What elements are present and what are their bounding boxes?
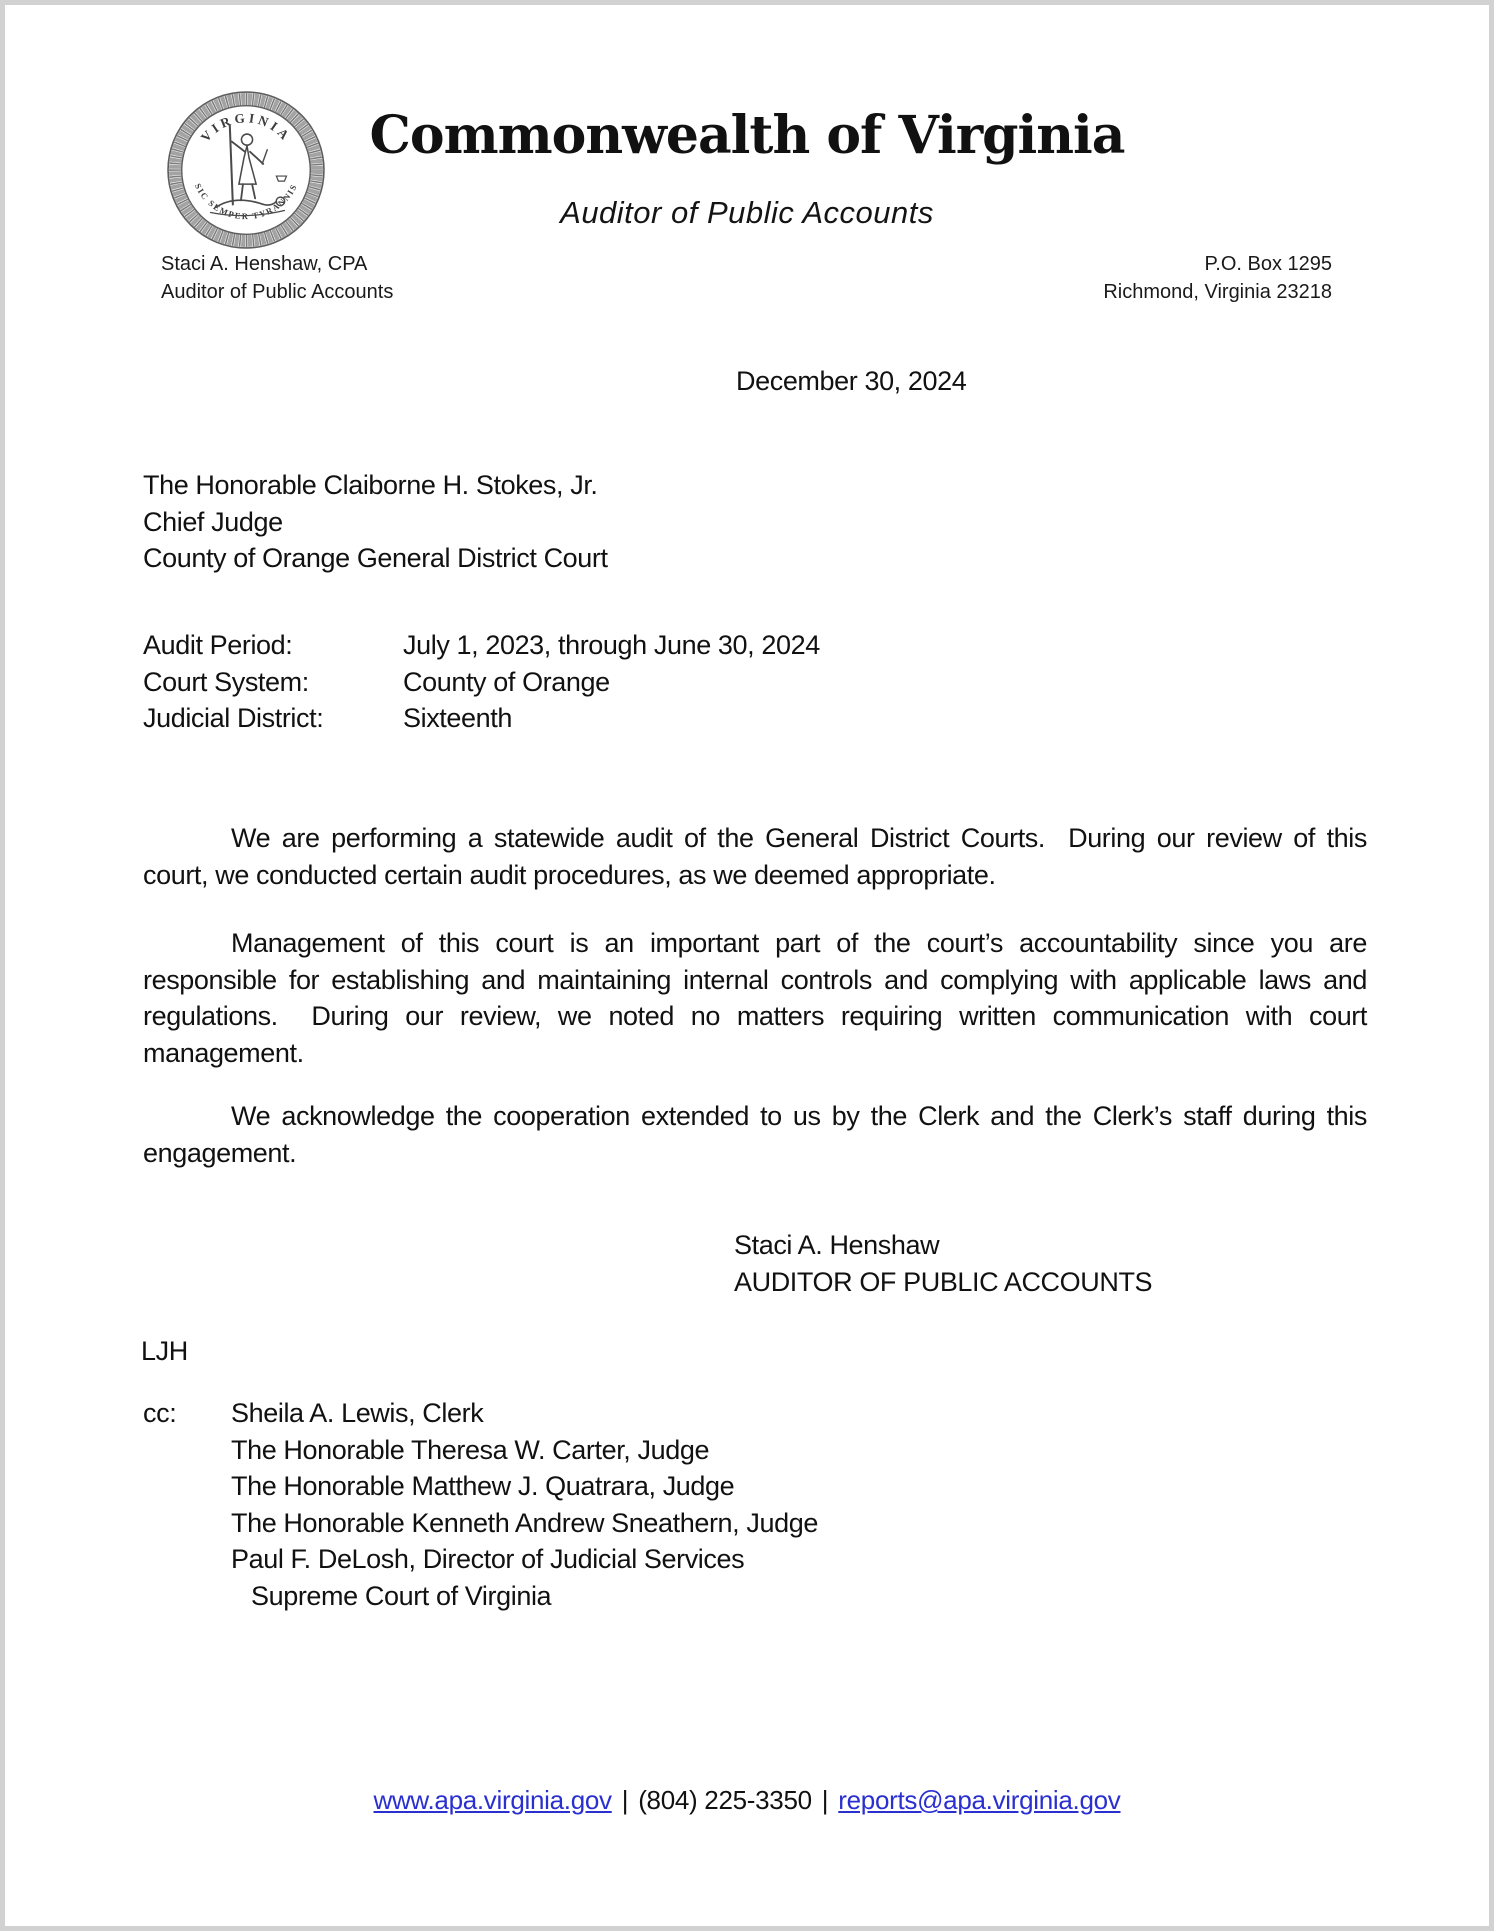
court-system-value: County of Orange — [403, 666, 610, 697]
letter-date: December 30, 2024 — [736, 366, 967, 396]
audit-period-value: July 1, 2023, through June 30, 2024 — [403, 630, 820, 660]
paragraph-audit-scope: We are performing a statewide audit of the General District Courts. During our review of this court, we conducted certain audit procedures, as we deemed appropriate. — [143, 823, 1375, 890]
cc-row — [143, 1395, 818, 1432]
cc-row — [143, 1541, 818, 1578]
official-title: Auditor of Public Accounts — [161, 281, 394, 303]
cc-name-4: The Honorable Kenneth Andrew Sneathern, Judge — [231, 1507, 818, 1538]
seal-top-text: VIRGINIA — [197, 110, 295, 145]
audit-info-block — [143, 627, 820, 737]
recipient-name: The Honorable Claiborne H. Stokes, Jr. — [143, 470, 598, 500]
footer-separator: | — [621, 1785, 629, 1815]
cc-name-3: The Honorable Matthew J. Quatrara, Judge — [231, 1471, 735, 1501]
address-line2: Richmond, Virginia 23218 — [1103, 281, 1332, 303]
judicial-district-label: Judicial District: — [143, 703, 324, 733]
email-link[interactable]: reports@apa.virginia.gov — [838, 1785, 1121, 1815]
signature-block — [734, 1227, 1152, 1300]
seal-bottom-text: SIC SEMPER TYRANNIS — [192, 181, 300, 222]
cc-sub-organization: Supreme Court of Virginia — [251, 1580, 552, 1611]
cc-row — [143, 1468, 818, 1505]
cc-row — [143, 1505, 818, 1542]
audit-period-label: Audit Period: — [143, 630, 293, 660]
page-title: Commonwealth of Virginia — [369, 105, 1125, 166]
address-block — [1103, 250, 1332, 306]
court-system-row — [143, 664, 820, 701]
judicial-district-value: Sixteenth — [403, 703, 512, 733]
recipient-block — [143, 467, 608, 577]
cc-name-1: Sheila A. Lewis, Clerk — [231, 1398, 484, 1428]
official-block — [161, 250, 393, 306]
official-name: Staci A. Henshaw, CPA — [161, 253, 368, 275]
cc-row — [143, 1432, 818, 1469]
paragraph-acknowledgement: We acknowledge the cooperation extended to us by the Clerk and the Clerk’s staff during this engagement. — [143, 1101, 1375, 1168]
preparer-initials: LJH — [141, 1336, 188, 1366]
page-subtitle: Auditor of Public Accounts — [560, 195, 934, 230]
judicial-district-row — [143, 700, 820, 737]
court-system-label: Court System: — [143, 666, 309, 697]
cc-block — [143, 1395, 818, 1614]
cc-name-5: Paul F. DeLosh, Director of Judicial Services — [231, 1544, 745, 1574]
cc-name-2: The Honorable Theresa W. Carter, Judge — [231, 1434, 710, 1465]
website-link[interactable]: www.apa.virginia.gov — [373, 1785, 612, 1815]
recipient-court: County of Orange General District Court — [143, 543, 608, 573]
audit-period-row — [143, 627, 820, 664]
signature-name: Staci A. Henshaw — [734, 1230, 940, 1260]
paragraph-management: Management of this court is an important part of the court’s accountability since you are responsible for establishing and maintaining internal controls and complying with applicable laws and regulations. During our review, we noted no matters requiring written communication with court management. — [143, 928, 1375, 1068]
footer-contact-bar — [5, 1785, 1489, 1816]
signature-title: AUDITOR OF PUBLIC ACCOUNTS — [734, 1266, 1153, 1297]
footer-separator: | — [821, 1785, 829, 1815]
address-line1: P.O. Box 1295 — [1204, 253, 1332, 275]
cc-label: cc: — [143, 1398, 177, 1428]
phone-number: (804) 225-3350 — [638, 1785, 812, 1815]
recipient-title: Chief Judge — [143, 506, 283, 537]
